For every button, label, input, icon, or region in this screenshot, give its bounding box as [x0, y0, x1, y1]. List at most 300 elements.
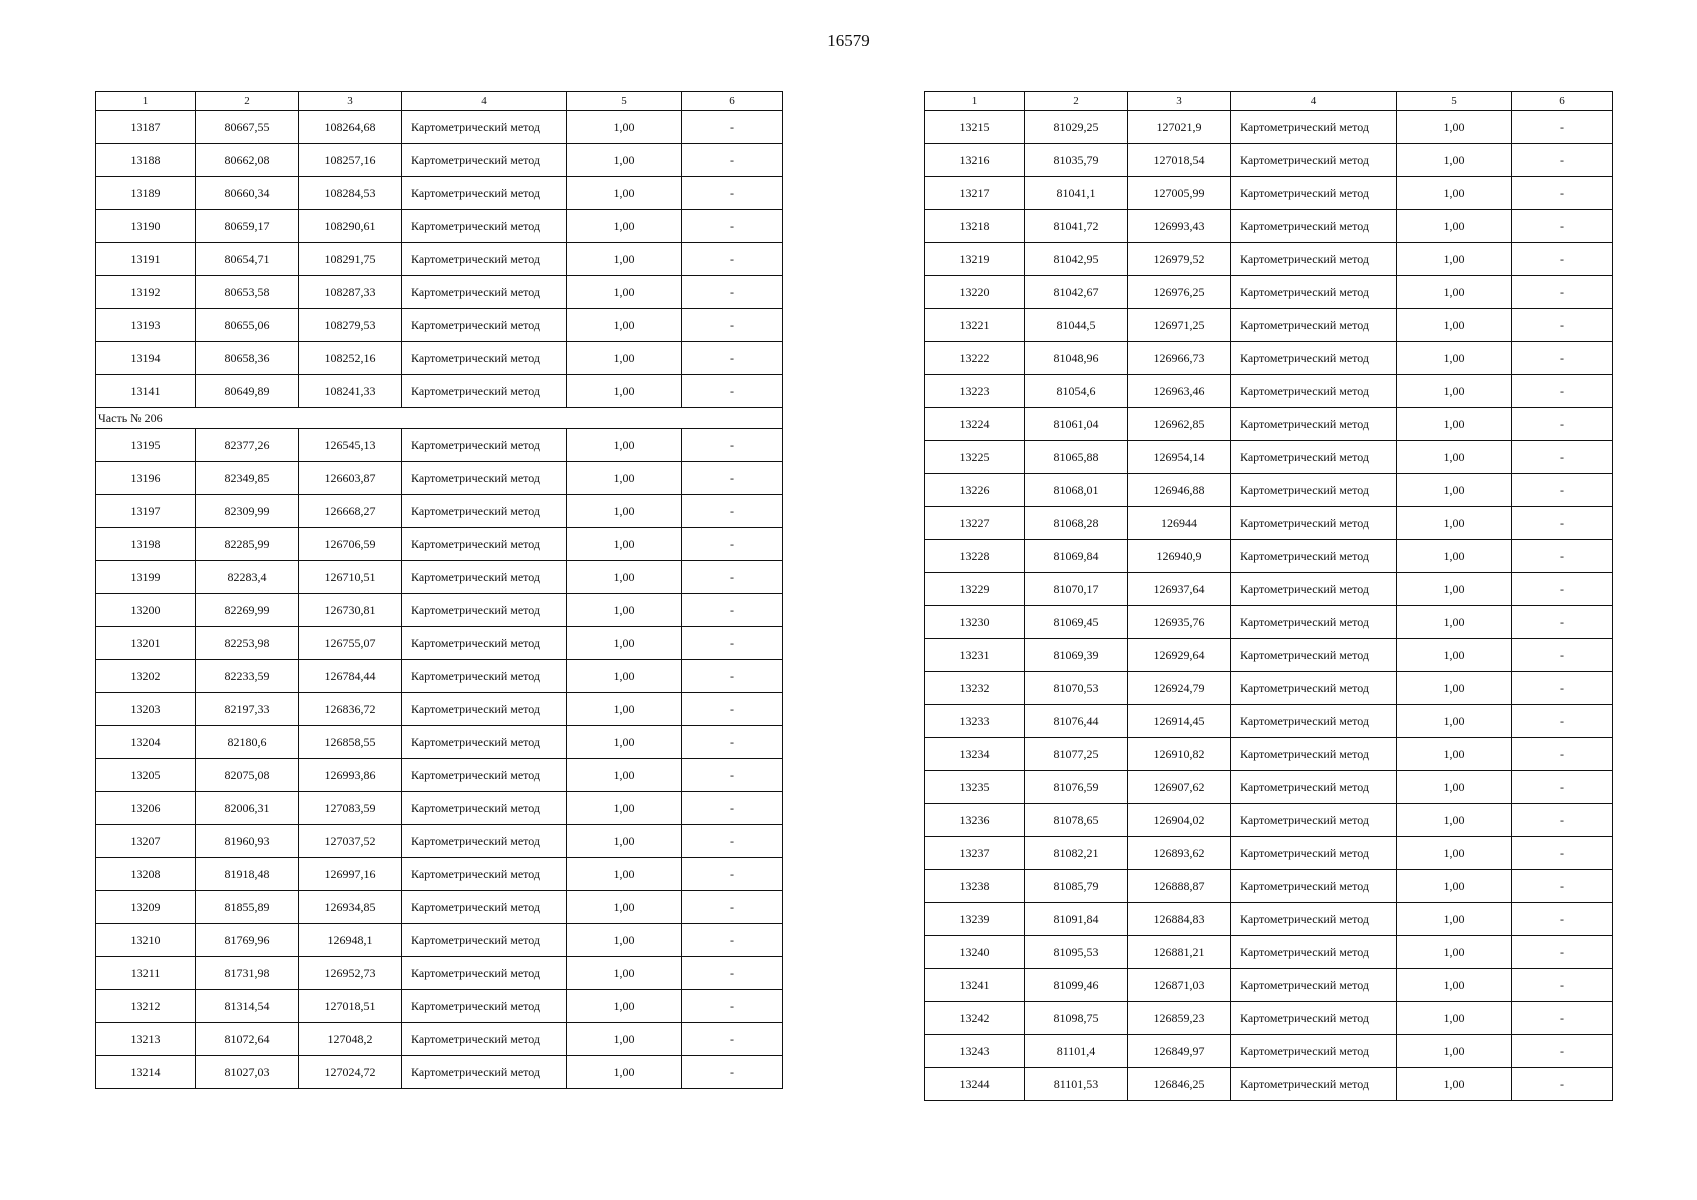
right-table-header [925, 92, 1613, 111]
point-number-cell: 13244 [925, 1068, 1025, 1101]
table-row [925, 507, 1613, 540]
table-row [925, 144, 1613, 177]
point-number-cell: 13202 [96, 660, 196, 693]
description-cell: - [1512, 705, 1613, 738]
table-row [96, 177, 783, 210]
column-header: 3 [299, 92, 402, 111]
y-coordinate-cell: 126937,64 [1128, 573, 1231, 606]
accuracy-cell: 1,00 [1397, 573, 1512, 606]
description-cell: - [682, 528, 783, 561]
description-cell: - [682, 891, 783, 924]
method-cell: Картометрический метод [1231, 573, 1397, 606]
y-coordinate-cell: 108252,16 [299, 342, 402, 375]
method-cell: Картометрический метод [1231, 540, 1397, 573]
x-coordinate-cell: 80659,17 [196, 210, 299, 243]
table-row [96, 792, 783, 825]
accuracy-cell: 1,00 [1397, 1035, 1512, 1068]
y-coordinate-cell: 126935,76 [1128, 606, 1231, 639]
table-row [925, 276, 1613, 309]
x-coordinate-cell: 80658,36 [196, 342, 299, 375]
column-header: 4 [402, 92, 567, 111]
point-number-cell: 13224 [925, 408, 1025, 441]
accuracy-cell: 1,00 [1397, 639, 1512, 672]
accuracy-cell: 1,00 [567, 759, 682, 792]
accuracy-cell: 1,00 [567, 177, 682, 210]
y-coordinate-cell: 108257,16 [299, 144, 402, 177]
point-number-cell: 13233 [925, 705, 1025, 738]
table-row [96, 924, 783, 957]
x-coordinate-cell: 80662,08 [196, 144, 299, 177]
accuracy-cell: 1,00 [1397, 738, 1512, 771]
description-cell: - [1512, 639, 1613, 672]
method-cell: Картометрический метод [402, 627, 567, 660]
column-header: 6 [682, 92, 783, 111]
table-row [925, 903, 1613, 936]
description-cell: - [1512, 936, 1613, 969]
description-cell: - [1512, 771, 1613, 804]
table-row [96, 144, 783, 177]
table-row [925, 342, 1613, 375]
column-header: 5 [567, 92, 682, 111]
description-cell: - [682, 111, 783, 144]
x-coordinate-cell: 80667,55 [196, 111, 299, 144]
table-row [925, 210, 1613, 243]
method-cell: Картометрический метод [1231, 375, 1397, 408]
method-cell: Картометрический метод [1231, 771, 1397, 804]
x-coordinate-cell: 81048,96 [1025, 342, 1128, 375]
accuracy-cell: 1,00 [1397, 177, 1512, 210]
y-coordinate-cell: 126888,87 [1128, 870, 1231, 903]
x-coordinate-cell: 81769,96 [196, 924, 299, 957]
accuracy-cell: 1,00 [567, 1056, 682, 1089]
column-header: 2 [196, 92, 299, 111]
accuracy-cell: 1,00 [1397, 771, 1512, 804]
point-number-cell: 13194 [96, 342, 196, 375]
point-number-cell: 13216 [925, 144, 1025, 177]
accuracy-cell: 1,00 [1397, 1068, 1512, 1101]
y-coordinate-cell: 126993,43 [1128, 210, 1231, 243]
accuracy-cell: 1,00 [567, 627, 682, 660]
y-coordinate-cell: 108287,33 [299, 276, 402, 309]
description-cell: - [682, 825, 783, 858]
description-cell: - [1512, 1035, 1613, 1068]
method-cell: Картометрический метод [402, 177, 567, 210]
y-coordinate-cell: 127024,72 [299, 1056, 402, 1089]
x-coordinate-cell: 81098,75 [1025, 1002, 1128, 1035]
method-cell: Картометрический метод [402, 858, 567, 891]
table-row [925, 441, 1613, 474]
accuracy-cell: 1,00 [567, 957, 682, 990]
method-cell: Картометрический метод [1231, 1068, 1397, 1101]
x-coordinate-cell: 82283,4 [196, 561, 299, 594]
y-coordinate-cell: 126934,85 [299, 891, 402, 924]
y-coordinate-cell: 126706,59 [299, 528, 402, 561]
table-row [925, 870, 1613, 903]
method-cell: Картометрический метод [1231, 870, 1397, 903]
y-coordinate-cell: 126924,79 [1128, 672, 1231, 705]
method-cell: Картометрический метод [1231, 738, 1397, 771]
description-cell: - [1512, 672, 1613, 705]
point-number-cell: 13234 [925, 738, 1025, 771]
table-row [925, 771, 1613, 804]
description-cell: - [682, 858, 783, 891]
point-number-cell: 13241 [925, 969, 1025, 1002]
y-coordinate-cell: 126545,13 [299, 429, 402, 462]
table-row [925, 639, 1613, 672]
point-number-cell: 13236 [925, 804, 1025, 837]
table-row [96, 1023, 783, 1056]
y-coordinate-cell: 127018,54 [1128, 144, 1231, 177]
table-row [925, 243, 1613, 276]
accuracy-cell: 1,00 [567, 375, 682, 408]
description-cell: - [1512, 342, 1613, 375]
accuracy-cell: 1,00 [567, 429, 682, 462]
method-cell: Картометрический метод [402, 375, 567, 408]
accuracy-cell: 1,00 [567, 495, 682, 528]
x-coordinate-cell: 81070,17 [1025, 573, 1128, 606]
table-row [925, 705, 1613, 738]
method-cell: Картометрический метод [1231, 441, 1397, 474]
table-row [96, 627, 783, 660]
method-cell: Картометрический метод [402, 759, 567, 792]
table-row [925, 1002, 1613, 1035]
point-number-cell: 13213 [96, 1023, 196, 1056]
y-coordinate-cell: 126914,45 [1128, 705, 1231, 738]
accuracy-cell: 1,00 [567, 1023, 682, 1056]
method-cell: Картометрический метод [1231, 1035, 1397, 1068]
description-cell: - [682, 276, 783, 309]
table-row [96, 429, 783, 462]
point-number-cell: 13232 [925, 672, 1025, 705]
description-cell: - [1512, 111, 1613, 144]
point-number-cell: 13212 [96, 990, 196, 1023]
description-cell: - [682, 243, 783, 276]
table-row [925, 969, 1613, 1002]
accuracy-cell: 1,00 [567, 858, 682, 891]
point-number-cell: 13243 [925, 1035, 1025, 1068]
x-coordinate-cell: 80660,34 [196, 177, 299, 210]
description-cell: - [1512, 573, 1613, 606]
method-cell: Картометрический метод [402, 462, 567, 495]
column-header: 2 [1025, 92, 1128, 111]
y-coordinate-cell: 126884,83 [1128, 903, 1231, 936]
x-coordinate-cell: 81068,28 [1025, 507, 1128, 540]
y-coordinate-cell: 126871,03 [1128, 969, 1231, 1002]
description-cell: - [682, 177, 783, 210]
point-number-cell: 13193 [96, 309, 196, 342]
column-header: 1 [925, 92, 1025, 111]
x-coordinate-cell: 82180,6 [196, 726, 299, 759]
table-row [925, 606, 1613, 639]
point-number-cell: 13226 [925, 474, 1025, 507]
table-row [96, 243, 783, 276]
accuracy-cell: 1,00 [567, 924, 682, 957]
accuracy-cell: 1,00 [1397, 936, 1512, 969]
y-coordinate-cell: 126954,14 [1128, 441, 1231, 474]
description-cell: - [1512, 276, 1613, 309]
description-cell: - [682, 342, 783, 375]
y-coordinate-cell: 126929,64 [1128, 639, 1231, 672]
method-cell: Картометрический метод [402, 891, 567, 924]
point-number-cell: 13210 [96, 924, 196, 957]
x-coordinate-cell: 81076,44 [1025, 705, 1128, 738]
accuracy-cell: 1,00 [567, 462, 682, 495]
y-coordinate-cell: 126603,87 [299, 462, 402, 495]
y-coordinate-cell: 126668,27 [299, 495, 402, 528]
y-coordinate-cell: 126849,97 [1128, 1035, 1231, 1068]
x-coordinate-cell: 81314,54 [196, 990, 299, 1023]
right-table-body [925, 111, 1613, 1101]
description-cell: - [682, 429, 783, 462]
x-coordinate-cell: 81078,65 [1025, 804, 1128, 837]
description-cell: - [1512, 375, 1613, 408]
description-cell: - [682, 210, 783, 243]
table-row [96, 759, 783, 792]
table-row [925, 804, 1613, 837]
point-number-cell: 13189 [96, 177, 196, 210]
accuracy-cell: 1,00 [1397, 342, 1512, 375]
method-cell: Картометрический метод [402, 561, 567, 594]
left-coordinates-table [95, 91, 783, 1089]
method-cell: Картометрический метод [402, 309, 567, 342]
point-number-cell: 13230 [925, 606, 1025, 639]
y-coordinate-cell: 108241,33 [299, 375, 402, 408]
table-row [96, 957, 783, 990]
accuracy-cell: 1,00 [567, 276, 682, 309]
y-coordinate-cell: 126858,55 [299, 726, 402, 759]
accuracy-cell: 1,00 [1397, 1002, 1512, 1035]
y-coordinate-cell: 126893,62 [1128, 837, 1231, 870]
x-coordinate-cell: 82349,85 [196, 462, 299, 495]
point-number-cell: 13218 [925, 210, 1025, 243]
table-row [925, 375, 1613, 408]
description-cell: - [682, 726, 783, 759]
x-coordinate-cell: 81065,88 [1025, 441, 1128, 474]
description-cell: - [1512, 870, 1613, 903]
point-number-cell: 13141 [96, 375, 196, 408]
accuracy-cell: 1,00 [1397, 870, 1512, 903]
y-coordinate-cell: 126784,44 [299, 660, 402, 693]
description-cell: - [682, 957, 783, 990]
right-coordinates-table [924, 91, 1613, 1101]
x-coordinate-cell: 81069,45 [1025, 606, 1128, 639]
description-cell: - [682, 309, 783, 342]
x-coordinate-cell: 81085,79 [1025, 870, 1128, 903]
method-cell: Картометрический метод [1231, 243, 1397, 276]
x-coordinate-cell: 81044,5 [1025, 309, 1128, 342]
page-number: 16579 [827, 31, 870, 50]
point-number-cell: 13200 [96, 594, 196, 627]
accuracy-cell: 1,00 [1397, 441, 1512, 474]
x-coordinate-cell: 81101,53 [1025, 1068, 1128, 1101]
x-coordinate-cell: 81069,39 [1025, 639, 1128, 672]
point-number-cell: 13242 [925, 1002, 1025, 1035]
accuracy-cell: 1,00 [567, 726, 682, 759]
x-coordinate-cell: 81076,59 [1025, 771, 1128, 804]
accuracy-cell: 1,00 [1397, 276, 1512, 309]
table-row [96, 528, 783, 561]
y-coordinate-cell: 127021,9 [1128, 111, 1231, 144]
method-cell: Картометрический метод [1231, 672, 1397, 705]
x-coordinate-cell: 81041,1 [1025, 177, 1128, 210]
accuracy-cell: 1,00 [567, 792, 682, 825]
method-cell: Картометрический метод [1231, 408, 1397, 441]
y-coordinate-cell: 126881,21 [1128, 936, 1231, 969]
x-coordinate-cell: 82269,99 [196, 594, 299, 627]
x-coordinate-cell: 81042,67 [1025, 276, 1128, 309]
table-row [925, 837, 1613, 870]
point-number-cell: 13192 [96, 276, 196, 309]
description-cell: - [1512, 144, 1613, 177]
point-number-cell: 13206 [96, 792, 196, 825]
method-cell: Картометрический метод [1231, 705, 1397, 738]
accuracy-cell: 1,00 [1397, 111, 1512, 144]
method-cell: Картометрический метод [1231, 1002, 1397, 1035]
method-cell: Картометрический метод [402, 825, 567, 858]
point-number-cell: 13191 [96, 243, 196, 276]
table-row [925, 540, 1613, 573]
column-header: 3 [1128, 92, 1231, 111]
y-coordinate-cell: 126997,16 [299, 858, 402, 891]
accuracy-cell: 1,00 [567, 594, 682, 627]
accuracy-cell: 1,00 [567, 561, 682, 594]
point-number-cell: 13195 [96, 429, 196, 462]
point-number-cell: 13221 [925, 309, 1025, 342]
accuracy-cell: 1,00 [567, 111, 682, 144]
y-coordinate-cell: 127018,51 [299, 990, 402, 1023]
description-cell: - [1512, 738, 1613, 771]
y-coordinate-cell: 126979,52 [1128, 243, 1231, 276]
point-number-cell: 13225 [925, 441, 1025, 474]
description-cell: - [1512, 1068, 1613, 1101]
description-cell: - [1512, 309, 1613, 342]
method-cell: Картометрический метод [1231, 903, 1397, 936]
point-number-cell: 13187 [96, 111, 196, 144]
accuracy-cell: 1,00 [1397, 606, 1512, 639]
table-row [925, 1035, 1613, 1068]
y-coordinate-cell: 126962,85 [1128, 408, 1231, 441]
column-header: 5 [1397, 92, 1512, 111]
x-coordinate-cell: 81061,04 [1025, 408, 1128, 441]
point-number-cell: 13215 [925, 111, 1025, 144]
method-cell: Картометрический метод [402, 957, 567, 990]
x-coordinate-cell: 81091,84 [1025, 903, 1128, 936]
y-coordinate-cell: 126836,72 [299, 693, 402, 726]
method-cell: Картометрический метод [402, 693, 567, 726]
method-cell: Картометрический метод [402, 1056, 567, 1089]
y-coordinate-cell: 126952,73 [299, 957, 402, 990]
table-row [96, 858, 783, 891]
table-row [925, 408, 1613, 441]
y-coordinate-cell: 126710,51 [299, 561, 402, 594]
method-cell: Картометрический метод [1231, 936, 1397, 969]
y-coordinate-cell: 126993,86 [299, 759, 402, 792]
table-row [96, 990, 783, 1023]
x-coordinate-cell: 81070,53 [1025, 672, 1128, 705]
x-coordinate-cell: 81035,79 [1025, 144, 1128, 177]
y-coordinate-cell: 126859,23 [1128, 1002, 1231, 1035]
table-row [925, 936, 1613, 969]
accuracy-cell: 1,00 [567, 660, 682, 693]
method-cell: Картометрический метод [402, 990, 567, 1023]
accuracy-cell: 1,00 [567, 825, 682, 858]
description-cell: - [1512, 540, 1613, 573]
description-cell: - [682, 561, 783, 594]
accuracy-cell: 1,00 [1397, 309, 1512, 342]
accuracy-cell: 1,00 [567, 528, 682, 561]
accuracy-cell: 1,00 [1397, 969, 1512, 1002]
x-coordinate-cell: 81069,84 [1025, 540, 1128, 573]
point-number-cell: 13228 [925, 540, 1025, 573]
point-number-cell: 13231 [925, 639, 1025, 672]
table-row [96, 1056, 783, 1089]
x-coordinate-cell: 81099,46 [1025, 969, 1128, 1002]
accuracy-cell: 1,00 [567, 693, 682, 726]
description-cell: - [682, 1056, 783, 1089]
y-coordinate-cell: 126976,25 [1128, 276, 1231, 309]
point-number-cell: 13197 [96, 495, 196, 528]
table-row [96, 693, 783, 726]
table-row [96, 726, 783, 759]
x-coordinate-cell: 81077,25 [1025, 738, 1128, 771]
x-coordinate-cell: 81042,95 [1025, 243, 1128, 276]
description-cell: - [1512, 210, 1613, 243]
x-coordinate-cell: 82233,59 [196, 660, 299, 693]
x-coordinate-cell: 82377,26 [196, 429, 299, 462]
table-row [96, 210, 783, 243]
table-row [925, 738, 1613, 771]
method-cell: Картометрический метод [402, 342, 567, 375]
y-coordinate-cell: 126948,1 [299, 924, 402, 957]
x-coordinate-cell: 80653,58 [196, 276, 299, 309]
table-row [925, 474, 1613, 507]
accuracy-cell: 1,00 [567, 243, 682, 276]
method-cell: Картометрический метод [1231, 606, 1397, 639]
point-number-cell: 13207 [96, 825, 196, 858]
method-cell: Картометрический метод [1231, 837, 1397, 870]
description-cell: - [682, 462, 783, 495]
description-cell: - [1512, 606, 1613, 639]
description-cell: - [1512, 177, 1613, 210]
accuracy-cell: 1,00 [1397, 672, 1512, 705]
x-coordinate-cell: 82253,98 [196, 627, 299, 660]
point-number-cell: 13223 [925, 375, 1025, 408]
x-coordinate-cell: 81029,25 [1025, 111, 1128, 144]
point-number-cell: 13196 [96, 462, 196, 495]
method-cell: Картометрический метод [1231, 111, 1397, 144]
point-number-cell: 13237 [925, 837, 1025, 870]
table-row [925, 111, 1613, 144]
point-number-cell: 13190 [96, 210, 196, 243]
table-row [925, 672, 1613, 705]
description-cell: - [682, 495, 783, 528]
x-coordinate-cell: 81082,21 [1025, 837, 1128, 870]
table-row [96, 891, 783, 924]
left-table-section [96, 408, 783, 429]
y-coordinate-cell: 126846,25 [1128, 1068, 1231, 1101]
y-coordinate-cell: 108284,53 [299, 177, 402, 210]
column-header: 1 [96, 92, 196, 111]
description-cell: - [1512, 969, 1613, 1002]
point-number-cell: 13204 [96, 726, 196, 759]
table-row [96, 561, 783, 594]
x-coordinate-cell: 81072,64 [196, 1023, 299, 1056]
accuracy-cell: 1,00 [1397, 903, 1512, 936]
y-coordinate-cell: 126946,88 [1128, 474, 1231, 507]
method-cell: Картометрический метод [1231, 342, 1397, 375]
point-number-cell: 13229 [925, 573, 1025, 606]
table-row [96, 276, 783, 309]
